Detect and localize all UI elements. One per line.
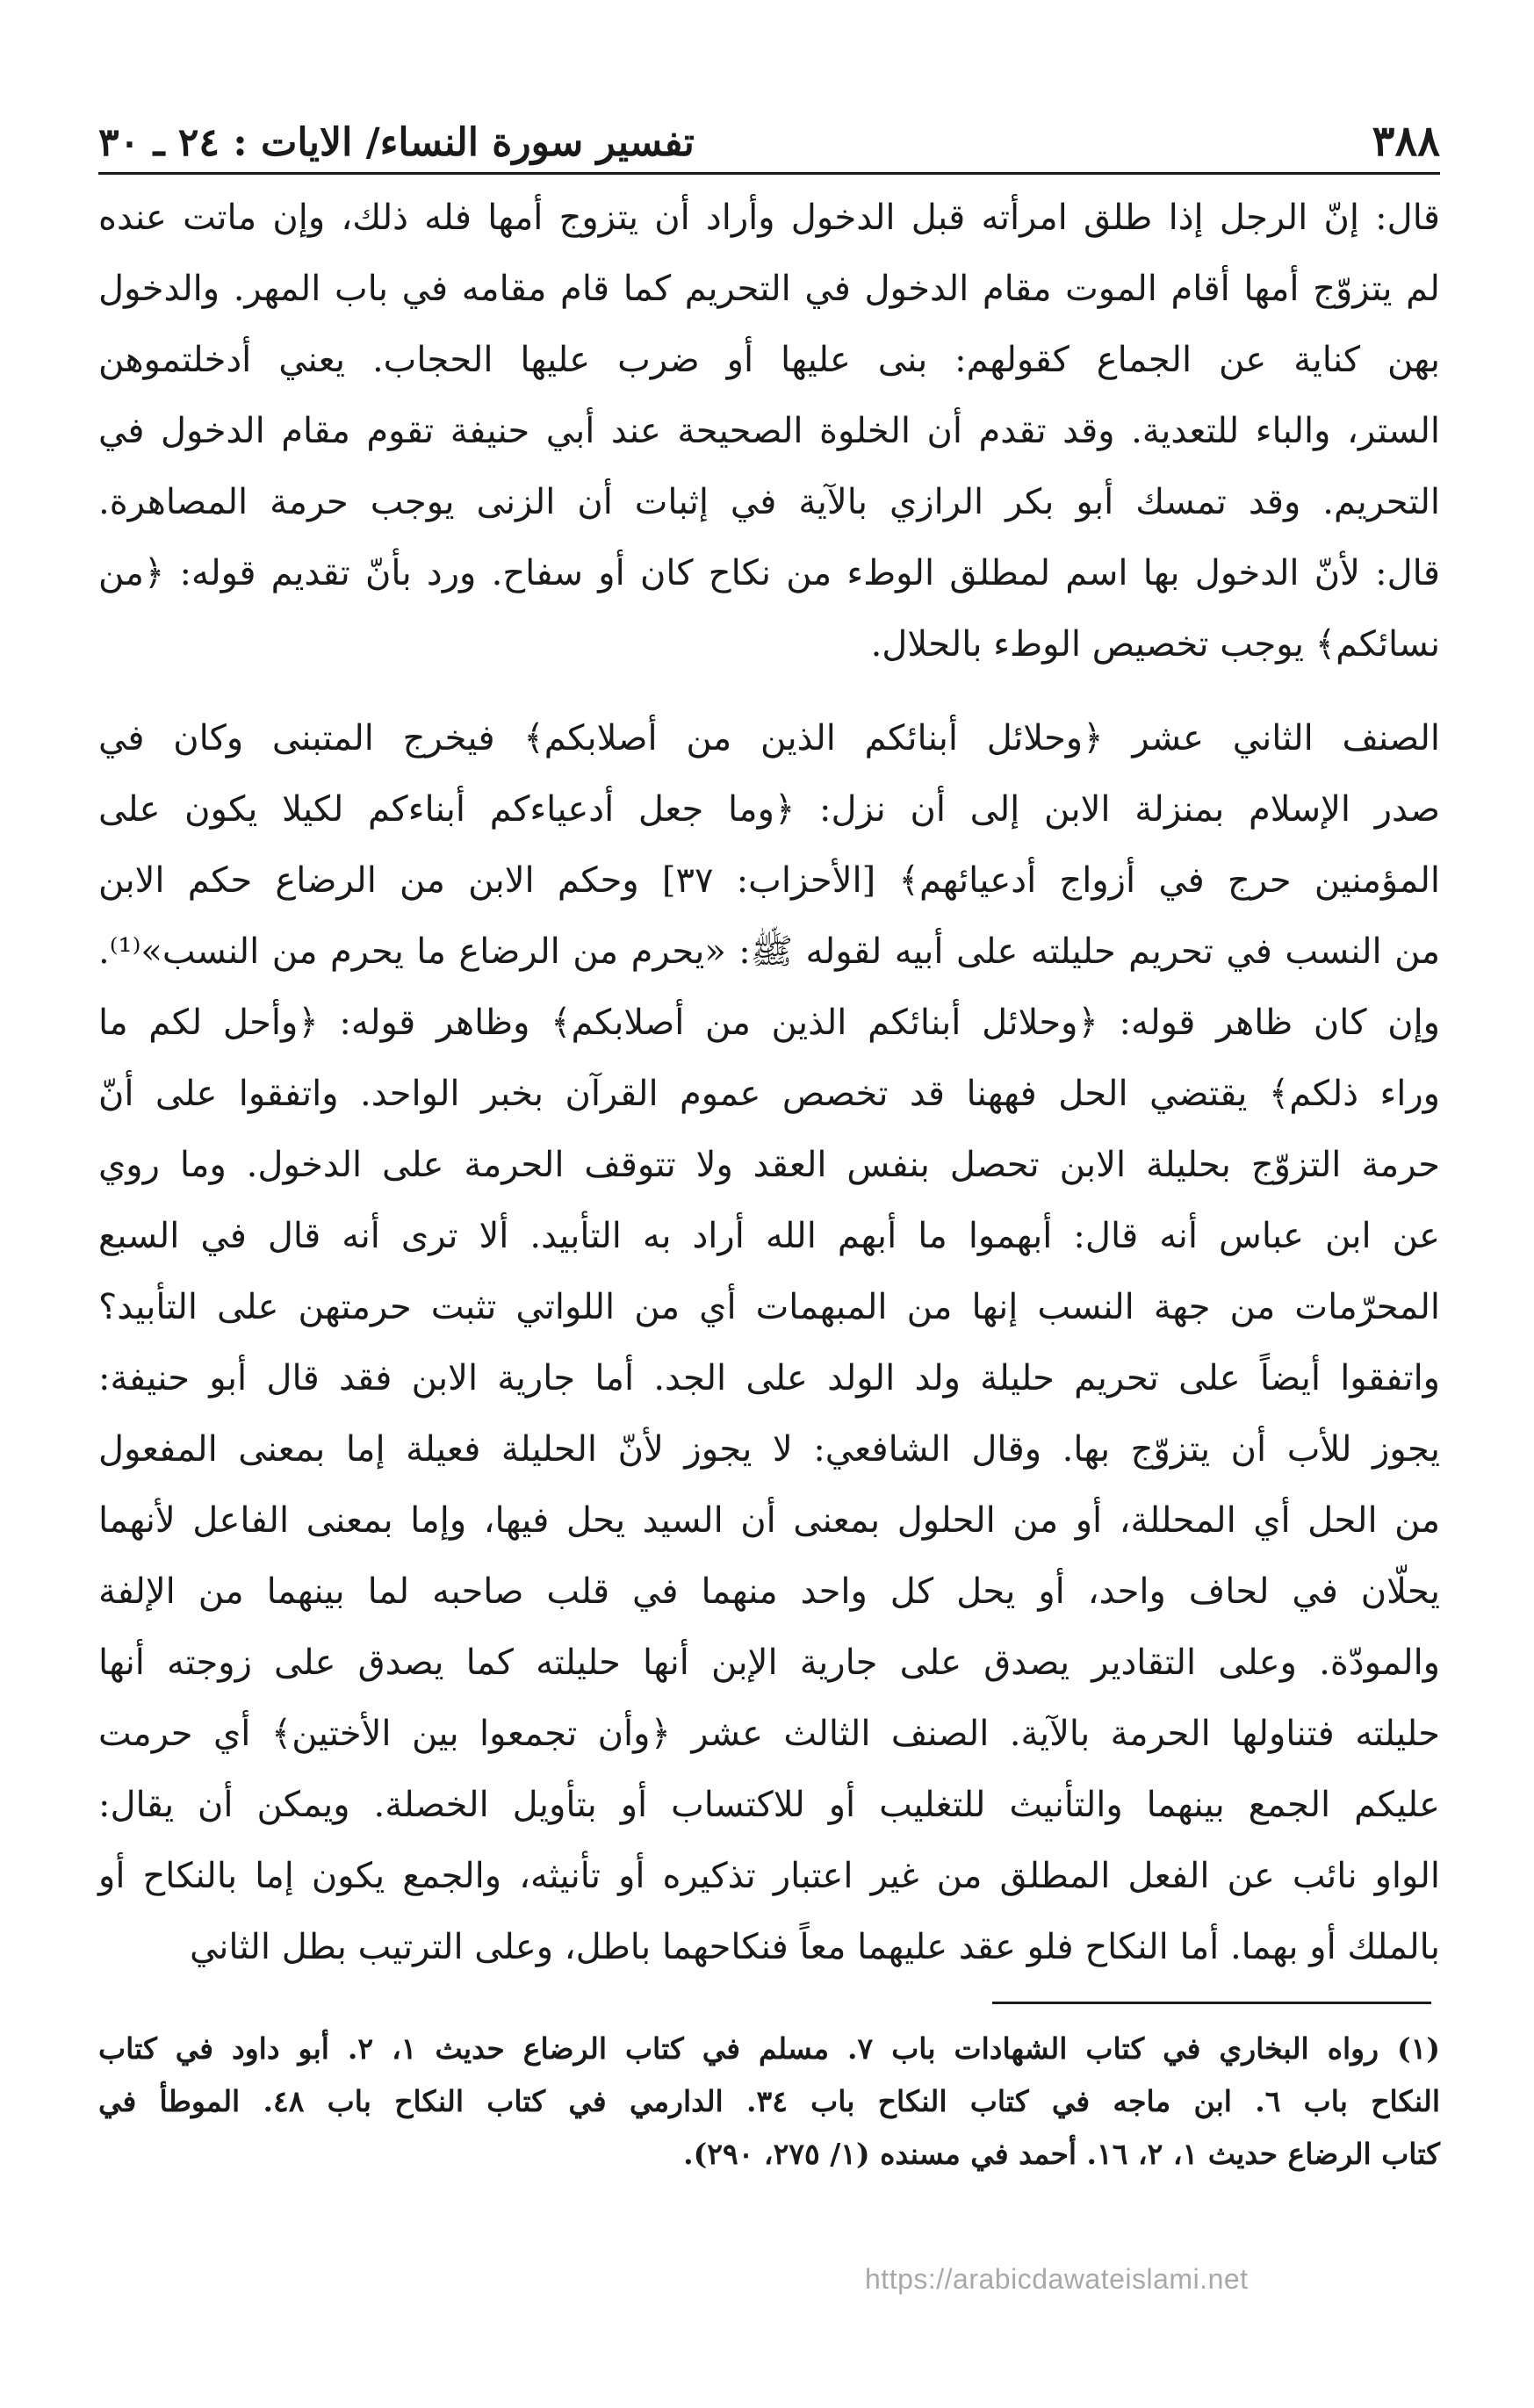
text-line: من الحل أي المحللة، أو من الحلول بمعنى أن السيد يحل فيها، وإما بمعنى الفاعل لأنهما bbox=[98, 1500, 1440, 1541]
footnote-line: كتاب الرضاع حديث ١، ٢، ١٦. أحمد في مسنده (١/ ٢٧٥، ٢٩٠). bbox=[683, 2137, 1440, 2171]
text-line: حرمة التزوّج بحليلة الابن تحصل بنفس العقد ولا تتوقف الحرمة على الدخول. وما روي bbox=[98, 1145, 1440, 1185]
paragraph-1 bbox=[98, 183, 1440, 680]
text-line: لم يتزوّج أمها أقام الموت مقام الدخول في التحريم كما قام مقامه في باب المهر. والدخول bbox=[98, 269, 1440, 309]
text-line: يجوز للأب أن يتزوّج بها. وقال الشافعي: لا يجوز لأنّ الحليلة فعيلة إما بمعنى المفعول bbox=[98, 1429, 1440, 1470]
text-line: الصنف الثاني عشر ﴿وحلائل أبنائكم الذين من أصلابكم﴾ فيخرج المتبنى وكان في bbox=[98, 718, 1440, 758]
footnote-line: (١) رواه البخاري في كتاب الشهادات باب ٧. مسلم في كتاب الرضاع حديث ١، ٢. أبو داود في كتاب bbox=[98, 2031, 1440, 2066]
text-line: عن ابن عباس أنه قال: أبهموا ما أبهم الله أراد به التأبيد. ألا ترى أنه قال في السبع bbox=[98, 1216, 1440, 1256]
text-line: قال: لأنّ الدخول بها اسم لمطلق الوطء من نكاح كان أو سفاح. ورد بأنّ تقديم قوله: ﴿من bbox=[98, 553, 1440, 593]
footnote-line: النكاح باب ٦. ابن ماجه في كتاب النكاح باب ٣٤. الدارمي في كتاب النكاح باب ٤٨. الموطأ في bbox=[98, 2084, 1441, 2118]
header-divider bbox=[98, 172, 1440, 175]
text-line: بالملك أو بهما. أما النكاح فلو عقد عليهما معاً فنكاحهما باطل، وعلى الترتيب بطل الثاني bbox=[189, 1927, 1440, 1967]
text-line: وراء ذلكم﴾ يقتضي الحل فههنا قد تخصص عموم القرآن بخبر الواحد. واتفقوا على أنّ bbox=[98, 1074, 1440, 1114]
text-line: صدر الإسلام بمنزلة الابن إلى أن نزل: ﴿وما جعل أدعياءكم أبناءكم لكيلا يكون على bbox=[98, 789, 1440, 830]
text-line: المحرّمات من جهة النسب إنها من المبهمات أي من اللواتي تثبت حرمتهن على التأبيد؟ bbox=[98, 1287, 1440, 1327]
running-title: تفسير سورة النساء/ الايات : ٢٤ ـ ٣٠ bbox=[98, 120, 695, 165]
text-line: عليكم الجمع بينهما والتأنيث للتغليب أو للاكتساب أو بتأويل الخصلة. ويمكن أن يقال: bbox=[98, 1785, 1440, 1825]
text-line: يحلّان في لحاف واحد، أو يحل كل واحد منهما في قلب صاحبه لما بينهما من الإلفة bbox=[98, 1571, 1440, 1612]
text-line: المؤمنين حرج في أزواج أدعيائهم﴾ [الأحزاب: ٣٧] وحكم الابن من الرضاع حكم الابن bbox=[98, 860, 1440, 901]
text-line: والمودّة. وعلى التقادير يصدق على جارية الإبن أنها حليلته كما يصدق على زوجته أنها bbox=[98, 1642, 1440, 1683]
text-line: الواو نائب عن الفعل المطلق من غير اعتبار تذكيره أو تأنيثه، والجمع يكون إما بالنكاح أو bbox=[98, 1856, 1440, 1896]
footnote-divider bbox=[992, 2002, 1431, 2004]
watermark-url: https://arabicdawateislami.net bbox=[865, 2263, 1249, 2295]
text-line: التحريم. وقد تمسك أبو بكر الرازي بالآية في إثبات أن الزنى يوجب حرمة المصاهرة. bbox=[98, 482, 1440, 522]
text-line: واتفقوا أيضاً على تحريم حليلة ولد الولد على الجد. أما جارية الابن فقد قال أبو حنيفة: bbox=[98, 1358, 1440, 1398]
main-text bbox=[98, 183, 1440, 1983]
text-line: من النسب في تحريم حليلته على أبيه لقوله ﷺ: «يحرم من الرضاع ما يحرم من النسب»⁽¹⁾. bbox=[98, 931, 1440, 972]
page-header bbox=[98, 92, 1440, 166]
paragraph-2 bbox=[98, 703, 1440, 1983]
text-line: حليلته فتناولها الحرمة بالآية. الصنف الثالث عشر ﴿وأن تجمعوا بين الأختين﴾ أي حرمت bbox=[98, 1714, 1440, 1754]
text-line: نسائكم﴾ يوجب تخصيص الوطء بالحلال. bbox=[870, 624, 1440, 665]
text-line: وإن كان ظاهر قوله: ﴿وحلائل أبنائكم الذين من أصلابكم﴾ وظاهر قوله: ﴿وأحل لكم ما bbox=[98, 1003, 1440, 1043]
text-line: الستر، والباء للتعدية. وقد تقدم أن الخلوة الصحيحة عند أبي حنيفة تقوم مقام الدخول في bbox=[98, 411, 1440, 451]
text-line: قال: إنّ الرجل إذا طلق امرأته قبل الدخول وأراد أن يتزوج أمها فله ذلك، وإن ماتت عنده bbox=[98, 198, 1440, 238]
page-number: ٣٨٨ bbox=[1372, 117, 1440, 166]
text-line: بهن كناية عن الجماع كقولهم: بنى عليها أو ضرب عليها الحجاب. يعني أدخلتموهن bbox=[98, 340, 1440, 380]
footnotes bbox=[98, 2023, 1440, 2181]
